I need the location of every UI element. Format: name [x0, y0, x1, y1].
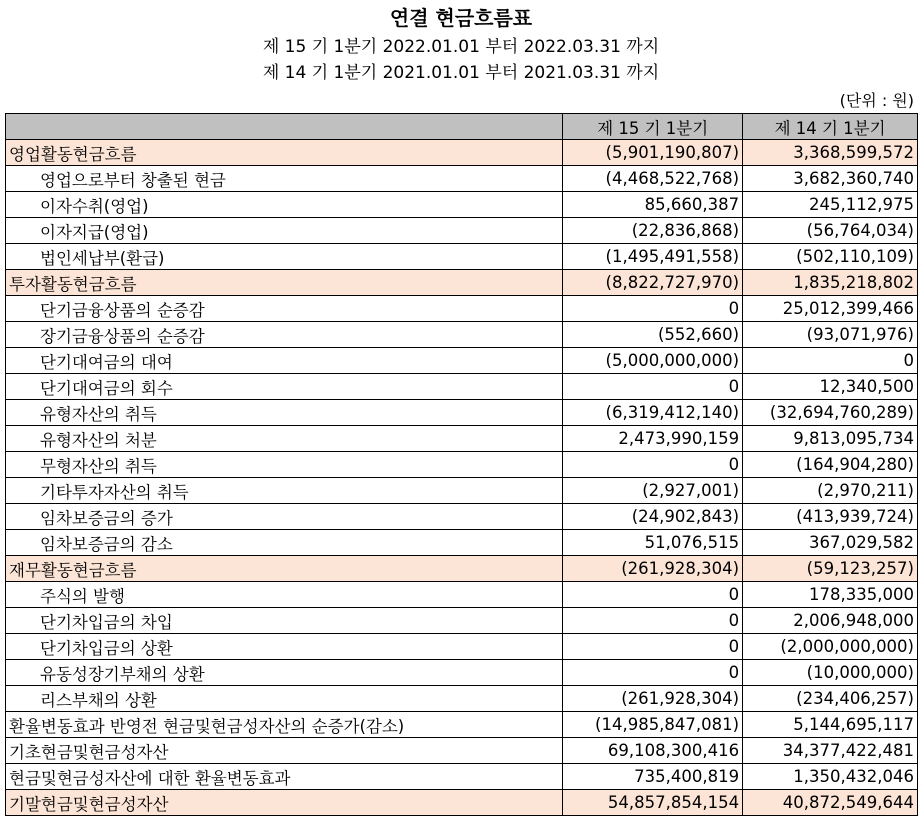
header-current: 제 15 기 1분기: [563, 114, 743, 140]
table-row: [6, 140, 918, 166]
row-label: 이자지급(영업): [6, 218, 563, 244]
value-prior: 1,835,218,802: [743, 270, 918, 296]
value-prior: (2,000,000,000): [743, 634, 918, 660]
value-prior: (2,970,211): [743, 478, 918, 504]
value-current: 2,473,990,159: [563, 426, 743, 452]
value-prior: 3,682,360,740: [743, 166, 918, 192]
table-row: [6, 582, 918, 608]
value-current: (22,836,868): [563, 218, 743, 244]
statement-title: 연결 현금흐름표: [389, 6, 533, 30]
value-prior: (413,939,724): [743, 504, 918, 530]
value-prior: 34,377,422,481: [743, 738, 918, 764]
value-prior: (32,694,760,289): [743, 400, 918, 426]
table-row: [6, 192, 918, 218]
value-current: 0: [563, 374, 743, 400]
value-prior: 1,350,432,046: [743, 764, 918, 790]
row-label: 영업활동현금흐름: [6, 140, 563, 166]
value-current: 735,400,819: [563, 764, 743, 790]
value-prior: 0: [743, 348, 918, 374]
row-label: 투자활동현금흐름: [6, 270, 563, 296]
row-label: 단기금융상품의 순증감: [6, 296, 563, 322]
value-current: (4,468,522,768): [563, 166, 743, 192]
value-current: 0: [563, 608, 743, 634]
table-row: [6, 530, 918, 556]
row-label: 단기차입금의 상환: [6, 634, 563, 660]
row-label: 주식의 발행: [6, 582, 563, 608]
value-current: (5,901,190,807): [563, 140, 743, 166]
table-row: [6, 166, 918, 192]
table-row: [6, 790, 918, 816]
value-prior: (164,904,280): [743, 452, 918, 478]
table-row: [6, 478, 918, 504]
table-row: [6, 296, 918, 322]
table-row: [6, 738, 918, 764]
row-label: 기타투자자산의 취득: [6, 478, 563, 504]
value-current: (6,319,412,140): [563, 400, 743, 426]
value-current: (1,495,491,558): [563, 244, 743, 270]
value-current: (5,000,000,000): [563, 348, 743, 374]
cash-flow-table: [5, 113, 918, 816]
table-row: [6, 764, 918, 790]
table-row: [6, 608, 918, 634]
row-label: 단기차입금의 차입: [6, 608, 563, 634]
period-current: 제 15 기 1분기 2022.01.01 부터 2022.03.31 까지: [262, 37, 660, 57]
row-label: 재무활동현금흐름: [6, 556, 563, 582]
value-current: 69,108,300,416: [563, 738, 743, 764]
value-current: (24,902,843): [563, 504, 743, 530]
value-current: (261,928,304): [563, 686, 743, 712]
row-label: 임차보증금의 증가: [6, 504, 563, 530]
value-current: 85,660,387: [563, 192, 743, 218]
table-row: [6, 244, 918, 270]
table-row: [6, 556, 918, 582]
value-prior: 5,144,695,117: [743, 712, 918, 738]
header-label: [6, 114, 563, 140]
row-label: 기초현금및현금성자산: [6, 738, 563, 764]
row-label: 단기대여금의 회수: [6, 374, 563, 400]
row-label: 이자수취(영업): [6, 192, 563, 218]
table-row: [6, 686, 918, 712]
value-current: 0: [563, 634, 743, 660]
table-row: [6, 400, 918, 426]
value-current: (2,927,001): [563, 478, 743, 504]
table-row: [6, 426, 918, 452]
value-current: 51,076,515: [563, 530, 743, 556]
value-prior: (56,764,034): [743, 218, 918, 244]
value-current: (14,985,847,081): [563, 712, 743, 738]
row-label: 환율변동효과 반영전 현금및현금성자산의 순증가(감소): [6, 712, 563, 738]
row-label: 영업으로부터 창출된 현금: [6, 166, 563, 192]
header-row: [6, 114, 918, 140]
table-row: [6, 452, 918, 478]
value-prior: 12,340,500: [743, 374, 918, 400]
table-row: [6, 712, 918, 738]
value-prior: 2,006,948,000: [743, 608, 918, 634]
row-label: 현금및현금성자산에 대한 환율변동효과: [6, 764, 563, 790]
row-label: 유형자산의 처분: [6, 426, 563, 452]
value-current: (261,928,304): [563, 556, 743, 582]
value-prior: (234,406,257): [743, 686, 918, 712]
value-prior: (10,000,000): [743, 660, 918, 686]
value-current: 0: [563, 296, 743, 322]
period-prior: 제 14 기 1분기 2021.01.01 부터 2021.03.31 까지: [262, 63, 660, 83]
table-row: [6, 504, 918, 530]
value-current: 0: [563, 582, 743, 608]
value-prior: 9,813,095,734: [743, 426, 918, 452]
table-row: [6, 218, 918, 244]
row-label: 유형자산의 취득: [6, 400, 563, 426]
row-label: 임차보증금의 감소: [6, 530, 563, 556]
row-label: 리스부채의 상환: [6, 686, 563, 712]
value-prior: (59,123,257): [743, 556, 918, 582]
unit-label: (단위 : 원): [839, 91, 914, 110]
value-current: 54,857,854,154: [563, 790, 743, 816]
table-row: [6, 270, 918, 296]
table-row: [6, 348, 918, 374]
value-prior: 178,335,000: [743, 582, 918, 608]
row-label: 장기금융상품의 순증감: [6, 322, 563, 348]
value-current: (8,822,727,970): [563, 270, 743, 296]
value-prior: 3,368,599,572: [743, 140, 918, 166]
header-prior: 제 14 기 1분기: [743, 114, 918, 140]
value-current: 0: [563, 452, 743, 478]
row-label: 기말현금및현금성자산: [6, 790, 563, 816]
value-prior: 40,872,549,644: [743, 790, 918, 816]
table-row: [6, 322, 918, 348]
value-prior: 367,029,582: [743, 530, 918, 556]
table-row: [6, 374, 918, 400]
row-label: 무형자산의 취득: [6, 452, 563, 478]
value-current: 0: [563, 660, 743, 686]
value-prior: 25,012,399,466: [743, 296, 918, 322]
value-prior: (502,110,109): [743, 244, 918, 270]
row-label: 단기대여금의 대여: [6, 348, 563, 374]
row-label: 법인세납부(환급): [6, 244, 563, 270]
row-label: 유동성장기부채의 상환: [6, 660, 563, 686]
table-row: [6, 660, 918, 686]
value-prior: (93,071,976): [743, 322, 918, 348]
table-row: [6, 634, 918, 660]
value-prior: 245,112,975: [743, 192, 918, 218]
value-current: (552,660): [563, 322, 743, 348]
